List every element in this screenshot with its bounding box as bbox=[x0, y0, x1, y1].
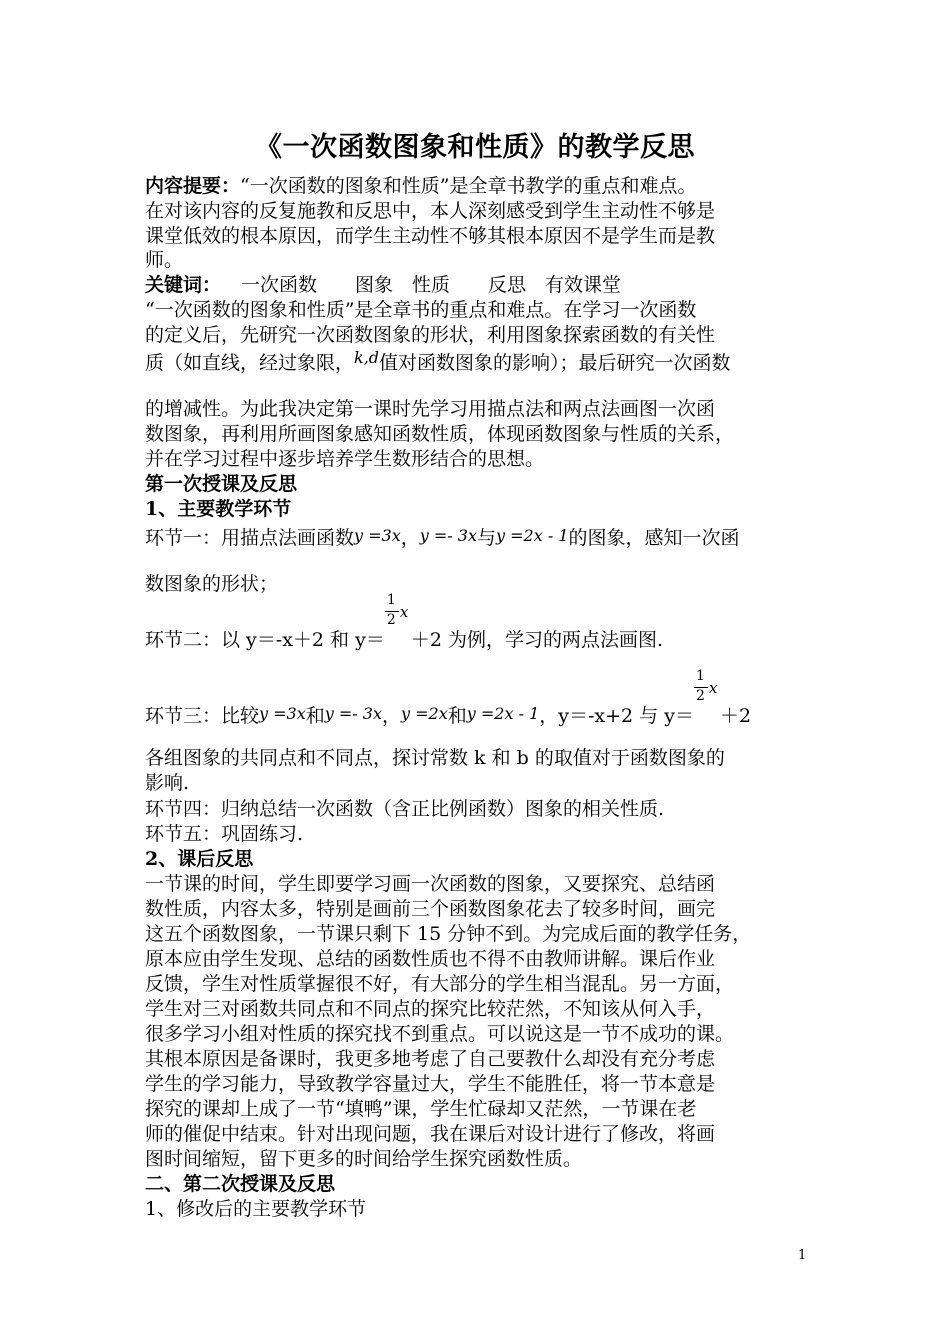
section2-heading: 二、第二次授课及反思 bbox=[145, 1173, 336, 1195]
step2-text-a: 环节二：以 y＝-x＋2 和 y＝ bbox=[145, 629, 385, 651]
intro-line-1: “一次函数的图象和性质”是全章书的重点和难点。在学习一次函数 bbox=[145, 299, 697, 321]
keywords-line bbox=[145, 273, 621, 298]
intro-line-6: 并在学习过程中逐步培养学生数形结合的思想。 bbox=[145, 448, 545, 470]
document-title: 《一次函数图象和性质》的教学反思 bbox=[255, 132, 695, 163]
fraction-half-x bbox=[694, 668, 720, 722]
step3-text-c: ， bbox=[382, 705, 402, 727]
fraction-variable: x bbox=[399, 603, 409, 621]
math-y-neg3x: y =- 3x bbox=[324, 704, 382, 723]
intro-line-4: 的增减性。为此我决定第一课时先学习用描点法和两点法画图一次函 bbox=[145, 398, 716, 420]
step1-text-d: 的图象，感知一次函 bbox=[568, 527, 740, 549]
reflection-line-3: 这五个函数图象，一节课只剩下 15 分钟不到。为完成后面的教学任务， bbox=[145, 923, 752, 945]
math-y-3x: y =3x bbox=[259, 704, 306, 723]
step1-text-c: 与 bbox=[477, 527, 497, 549]
section1-heading: 第一次授课及反思 bbox=[145, 473, 298, 495]
keywords-label: 关键词： bbox=[145, 274, 222, 296]
intro-line-3-text-b: 值对函数图象的影响）；最后研究一次函数 bbox=[379, 352, 731, 374]
math-y-neg3x: y =- 3x bbox=[419, 526, 477, 545]
step1-line-1 bbox=[145, 526, 740, 551]
math-k-d: k,d bbox=[354, 348, 380, 367]
keywords-text: 一次函数 图象 性质 反思 有效课堂 bbox=[241, 274, 622, 296]
step2-line bbox=[145, 592, 663, 653]
reflection-line-9: 学生的学习能力，导致教学容量过大，学生不能胜任，将一节本意是 bbox=[145, 1073, 716, 1095]
reflection-line-7: 很多学习小组对性质的探究找不到重点。可以说这是一节不成功的课。 bbox=[145, 1023, 735, 1045]
page-number: 1 bbox=[798, 1248, 807, 1263]
step1-text-b: ， bbox=[400, 527, 420, 549]
section2-sub1: 1、修改后的主要教学环节 bbox=[145, 1198, 367, 1220]
intro-line-3 bbox=[145, 348, 731, 376]
math-y-2x: y =2x bbox=[401, 704, 448, 723]
step3-text-d: 和 bbox=[447, 705, 467, 727]
abstract-line-4: 师。 bbox=[145, 249, 184, 271]
fraction-numerator: 1 bbox=[695, 668, 705, 684]
intro-line-3-text-a: 质（如直线，经过象限， bbox=[145, 352, 355, 374]
abstract-label: 内容提要： bbox=[145, 175, 241, 197]
reflection-line-11: 师的催促中结束。针对出现问题，我在课后对设计进行了修改，将画 bbox=[145, 1123, 716, 1145]
intro-line-2: 的定义后，先研究一次函数图象的形状，利用图象探索函数的有关性 bbox=[145, 324, 716, 346]
reflection-line-5: 反馈，学生对性质掌握很不好，有大部分的学生相当混乱。另一方面， bbox=[145, 973, 735, 995]
math-y-3x: y =3x bbox=[354, 526, 401, 545]
reflection-line-1: 一节课的时间，学生即要学习画一次函数的图象，又要探究、总结函 bbox=[145, 873, 716, 895]
step3-line-3: 影响. bbox=[145, 772, 190, 794]
step5-line: 环节五：巩固练习. bbox=[145, 823, 304, 845]
fraction-numerator: 1 bbox=[386, 592, 396, 608]
step1-line-2: 数图象的形状； bbox=[145, 573, 279, 595]
fraction-denominator: 2 bbox=[695, 688, 705, 704]
section1-sub1: 1、主要教学环节 bbox=[145, 498, 292, 520]
section1-sub2: 2、课后反思 bbox=[145, 848, 254, 870]
abstract-text-1: “一次函数的图象和性质”是全章书教学的重点和难点。 bbox=[240, 175, 697, 197]
step2-text-b: ＋2 为例，学习的两点法画图. bbox=[410, 629, 663, 651]
reflection-line-2: 数性质，内容太多，特别是画前三个函数图象花去了较多时间，画完 bbox=[145, 898, 716, 920]
reflection-line-12: 图时间缩短，留下更多的时间给学生探究函数性质。 bbox=[145, 1148, 583, 1170]
fraction-variable: x bbox=[708, 679, 718, 697]
abstract-line-3: 课堂低效的根本原因，而学生主动性不够其根本原因不是学生而是教 bbox=[145, 225, 716, 247]
abstract-line-1 bbox=[145, 174, 696, 199]
reflection-line-6: 学生对三对函数共同点和不同点的探究比较茫然，不知该从何入手， bbox=[145, 998, 716, 1020]
intro-line-5: 数图象，再利用所画图象感知函数性质，体现函数图象与性质的关系， bbox=[145, 423, 735, 445]
step4-line: 环节四：归纳总结一次函数（含正比例函数）图象的相关性质. bbox=[145, 798, 665, 820]
step3-text-b: 和 bbox=[305, 705, 325, 727]
step3-line-2: 各组图象的共同点和不同点，探讨常数 k 和 b 的取值对于函数图象的 bbox=[145, 747, 725, 769]
reflection-line-10: 探究的课却上成了一节“填鸭”课，学生忙碌却又茫然，一节课在老 bbox=[145, 1098, 697, 1120]
step3-text-a: 环节三：比较 bbox=[145, 705, 260, 727]
step3-text-f: ＋2 bbox=[719, 705, 752, 727]
step1-text-a: 环节一：用描点法画函数 bbox=[145, 527, 355, 549]
step3-text-e: ，y＝-x+2 与 y＝ bbox=[539, 705, 694, 727]
fraction-half-x bbox=[385, 592, 411, 646]
reflection-line-4: 原本应由学生发现、总结的函数性质也不得不由教师讲解。课后作业 bbox=[145, 948, 716, 970]
math-y-2x-1: y =2x - 1 bbox=[466, 704, 540, 723]
abstract-line-2: 在对该内容的反复施教和反思中，本人深刻感受到学生主动性不够是 bbox=[145, 200, 716, 222]
math-y-2x-1: y =2x - 1 bbox=[496, 526, 569, 545]
fraction-denominator: 2 bbox=[386, 612, 396, 628]
reflection-line-8: 其根本原因是备课时，我更多地考虑了自己要教什么却没有充分考虑 bbox=[145, 1048, 716, 1070]
step3-line-1 bbox=[145, 668, 752, 729]
